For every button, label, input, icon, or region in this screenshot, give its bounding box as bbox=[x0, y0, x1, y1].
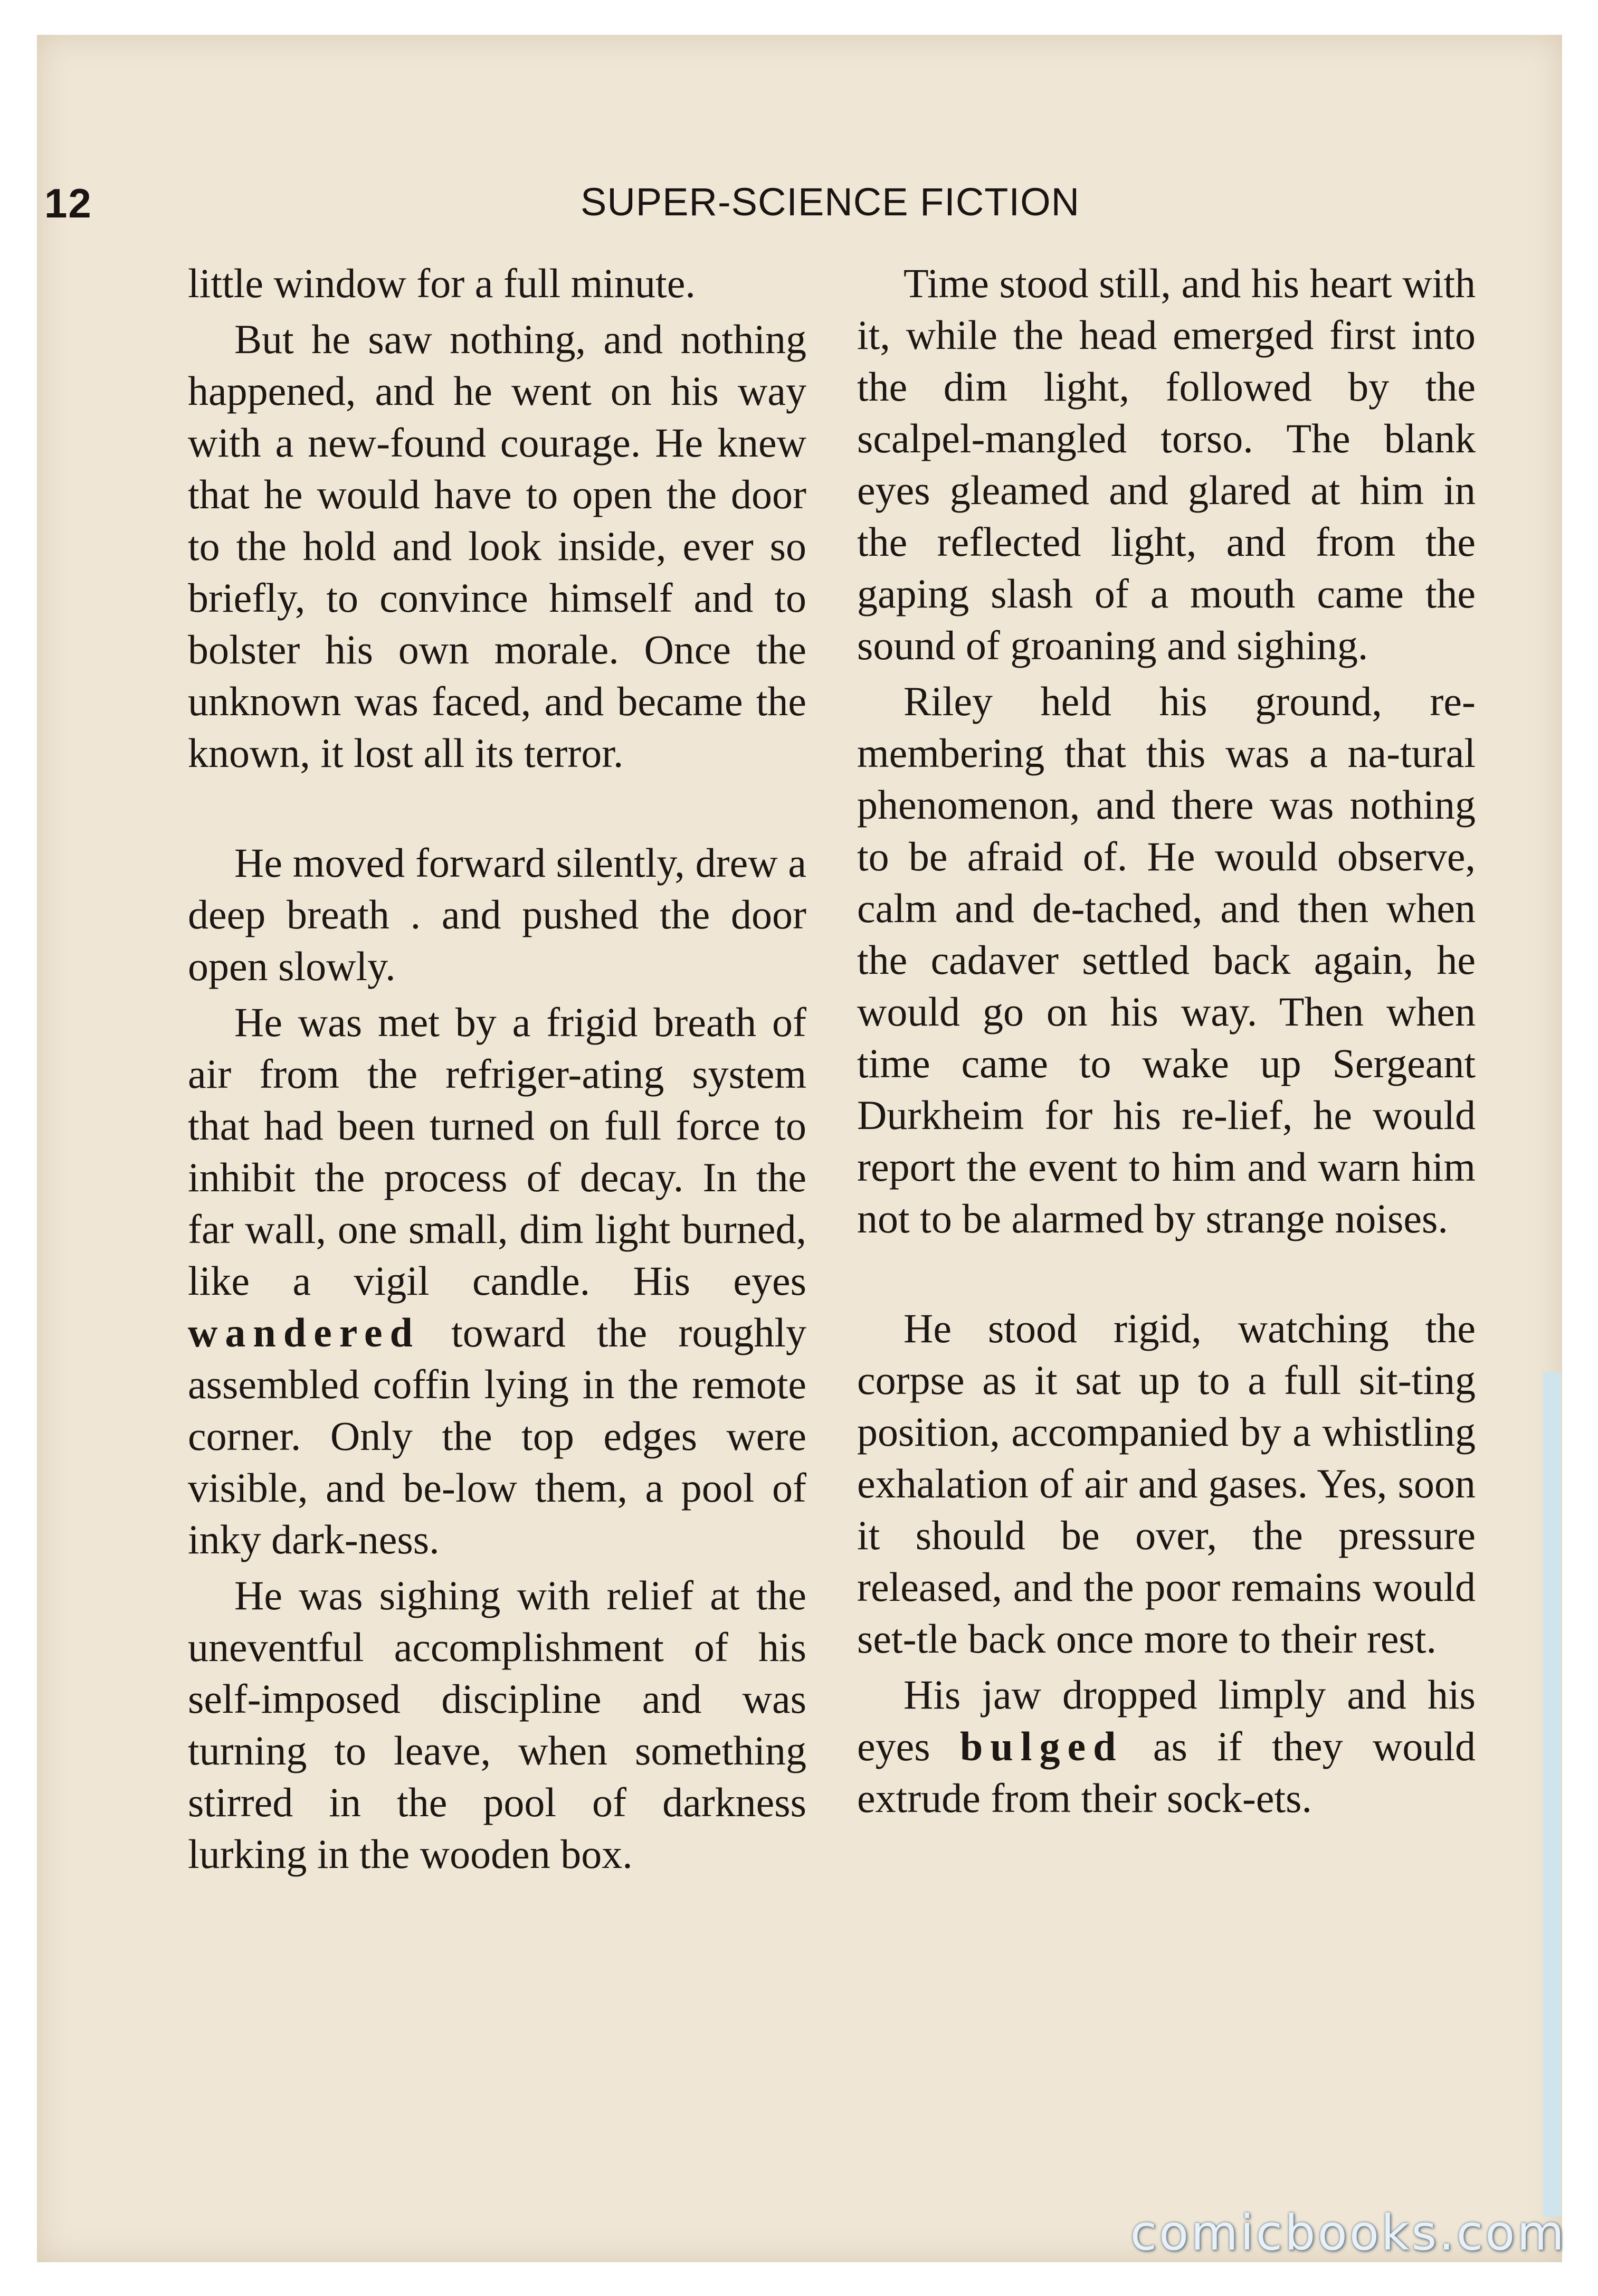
running-title: SUPER-SCIENCE FICTION bbox=[581, 180, 1080, 224]
paragraph: Riley held his ground, re-membering that this was a na-tural phenomenon, and there was nothing to be afraid of. He would observe, calm and de-tached, and then when the cadaver settled back again, he would go on his way. Then when time came to wake up Sergeant Durkheim for his re-lief, he would report the event to him and warn him not to be alarmed by strange noises. bbox=[857, 678, 1476, 1241]
paragraph-text: as if they would extrude from their sock-ets. bbox=[857, 1723, 1476, 1821]
paragraph bbox=[857, 1669, 1476, 1824]
paper-edge bbox=[1543, 1372, 1561, 2217]
paragraph: He was sighing with relief at the uneventful accomplishment of his self-imposed discipline and was turning to leave, when something stirred in the pool of darkness lurking in the wooden box. bbox=[188, 1572, 806, 1877]
paragraph: little window for a full minute. bbox=[188, 260, 696, 306]
watermark: comicbooks.com bbox=[1130, 2205, 1566, 2261]
page-number: 12 bbox=[44, 180, 92, 226]
paragraph: He moved forward silently, drew a deep breath . and pushed the door open slowly. bbox=[188, 840, 806, 989]
emphasized-word: bulged bbox=[960, 1723, 1124, 1769]
paragraph: But he saw nothing, and nothing happened, and he went on his way with a new-found courage. He knew that he would have to open the door to the hold and look inside, ever so briefly, to convince himself and to bolster his own morale. Once the unknown was faced, and became the known, it lost all its terror. bbox=[188, 316, 806, 776]
paragraph-text: He was met by a frigid breath of air from the refriger-ating system that had been turned on full force to inhibit the process of decay. In the far wall, one small, dim light burned, like a vigil candle. His eyes bbox=[188, 999, 806, 1304]
left-column bbox=[188, 258, 806, 1880]
paragraph bbox=[188, 997, 806, 1566]
right-column bbox=[857, 258, 1476, 1824]
paragraph-text: toward the roughly assembled coffin lying in the remote corner. Only the top edges were visible, and be-low them, a pool of inky dark-ness. bbox=[188, 1310, 807, 1562]
paragraph: Time stood still, and his heart with it, while the head emerged first into the dim light, followed by the scalpel-mangled torso. The blank eyes gleamed and glared at him in the reflected light, and from the gaping slash of a mouth came the sound of groaning and sighing. bbox=[857, 260, 1476, 668]
paragraph-text: His jaw dropped limply and his eyes bbox=[857, 1672, 1476, 1769]
emphasized-word: wandered bbox=[188, 1310, 420, 1355]
paragraph: He stood rigid, watching the corpse as it sat up to a full sit-ting position, accompanied by a whistling exhalation of air and gases. Yes, soon it should be over, the pressure released, and the poor remains would set-tle back once more to their rest. bbox=[857, 1305, 1476, 1662]
